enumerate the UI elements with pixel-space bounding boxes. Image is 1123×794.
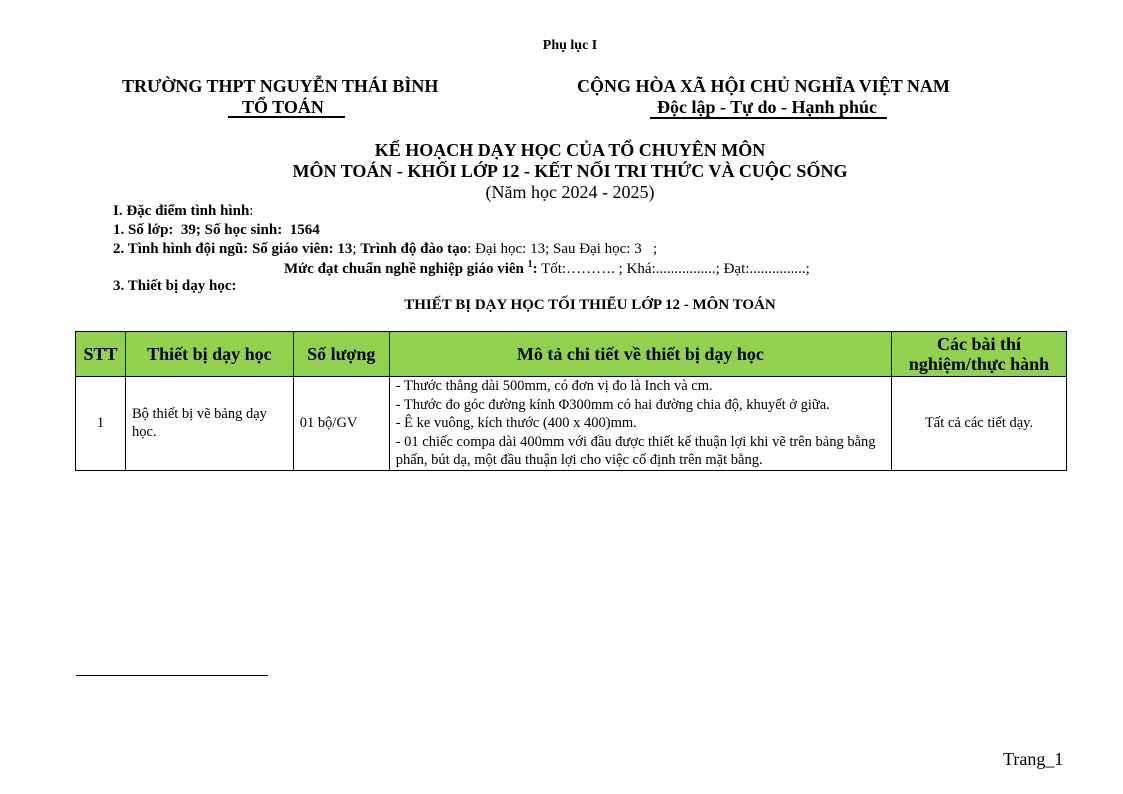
republic-name: CỘNG HÒA XÃ HỘI CHỦ NGHĨA VIỆT NAM xyxy=(577,76,950,96)
students-label: Số học sinh: xyxy=(204,222,286,238)
equipment-table xyxy=(75,331,1067,471)
description-line: - Thước thẳng dài 500mm, có đơn vị đo là Inch và cm. xyxy=(395,378,713,394)
header-description: Mô tả chi tiết về thiết bị dạy học xyxy=(389,332,891,377)
appendix-label: Phụ lục I xyxy=(542,38,598,53)
department-name: TỔ TOÁN xyxy=(242,97,324,117)
department-underline xyxy=(228,116,345,118)
motto-underline xyxy=(650,117,887,119)
standard-label: Mức đạt chuẩn nghề nghiệp giáo viên xyxy=(284,261,528,277)
footnote-separator xyxy=(76,675,268,676)
cell-description xyxy=(389,377,891,471)
training-text: : Đại học: 13; Sau Đại học: 3 ; xyxy=(467,241,658,257)
standard-line: Mức đạt chuẩn nghề nghiệp giáo viên $^1$: Tốt:………. ; Khá:................; Đạt:...............; xyxy=(284,259,810,277)
situation-heading: I. Đặc điểm tình hình: xyxy=(113,203,254,219)
cell-experiments: Tất cả các tiết dạy. xyxy=(892,377,1067,471)
plan-title: KẾ HOẠCH DẠY HỌC CỦA TỔ CHUYÊN MÔN xyxy=(374,140,766,160)
table-row xyxy=(76,377,1067,471)
national-motto: Độc lập - Tự do - Hạnh phúc xyxy=(657,97,878,117)
standard-text: Tốt:………. ; Khá:................; Đạt:...............; xyxy=(537,261,810,277)
table-header-row xyxy=(76,332,1067,377)
equipment-heading: 3. Thiết bị dạy học: xyxy=(113,278,237,294)
footnote-mark: 1 xyxy=(527,259,533,270)
classes-value: 39; xyxy=(177,222,205,238)
class-count-line xyxy=(113,222,320,239)
cell-quantity: 01 bộ/GV xyxy=(293,377,389,471)
staff-label: 2. Tình hình đội ngũ: Số giáo viên: 13 xyxy=(113,241,353,257)
description-line: - Ê ke vuông, kích thước (400 x 400)mm. xyxy=(395,415,637,431)
header-experiments: Các bài thí nghiệm/thực hành xyxy=(892,332,1067,377)
students-value: 1564 xyxy=(285,222,320,238)
header-quantity: Số lượng xyxy=(293,332,389,377)
cell-stt: 1 xyxy=(76,377,126,471)
header-device: Thiết bị dạy học xyxy=(125,332,293,377)
equipment-table-title: THIẾT BỊ DẠY HỌC TỐI THIỂU LỚP 12 - MÔN TOÁN xyxy=(404,297,776,313)
header-stt: STT xyxy=(76,332,126,377)
school-name: TRƯỜNG THPT NGUYỄN THÁI BÌNH xyxy=(122,76,439,96)
cell-device: Bộ thiết bị vẽ bảng dạy học. xyxy=(125,377,293,471)
school-year: (Năm học 2024 - 2025) xyxy=(485,182,655,202)
staff-line: 2. Tình hình đội ngũ: Số giáo viên: 13; Trình độ đào tạo: Đại học: 13; Sau Đại học: 3 ; xyxy=(113,241,658,257)
plan-subtitle: MÔN TOÁN - KHỐI LỚP 12 - KẾT NỐI TRI THỨC VÀ CUỘC SỐNG xyxy=(292,161,848,181)
training-label: Trình độ đào tạo xyxy=(360,241,468,257)
description-line: - 01 chiếc compa dài 400mm với đầu được thiết kế thuận lợi khi vẽ trên bảng bằng phấn, bút dạ, một đầu thuận lợi cho việc cố định trên mặt bằng. xyxy=(395,433,876,468)
page-number: Trang_1 xyxy=(1003,749,1064,769)
description-line: - Thước đo góc đường kính Φ300mm có hai đường chia độ, khuyết ở giữa. xyxy=(395,396,830,413)
classes-label: 1. Số lớp: xyxy=(113,222,178,238)
